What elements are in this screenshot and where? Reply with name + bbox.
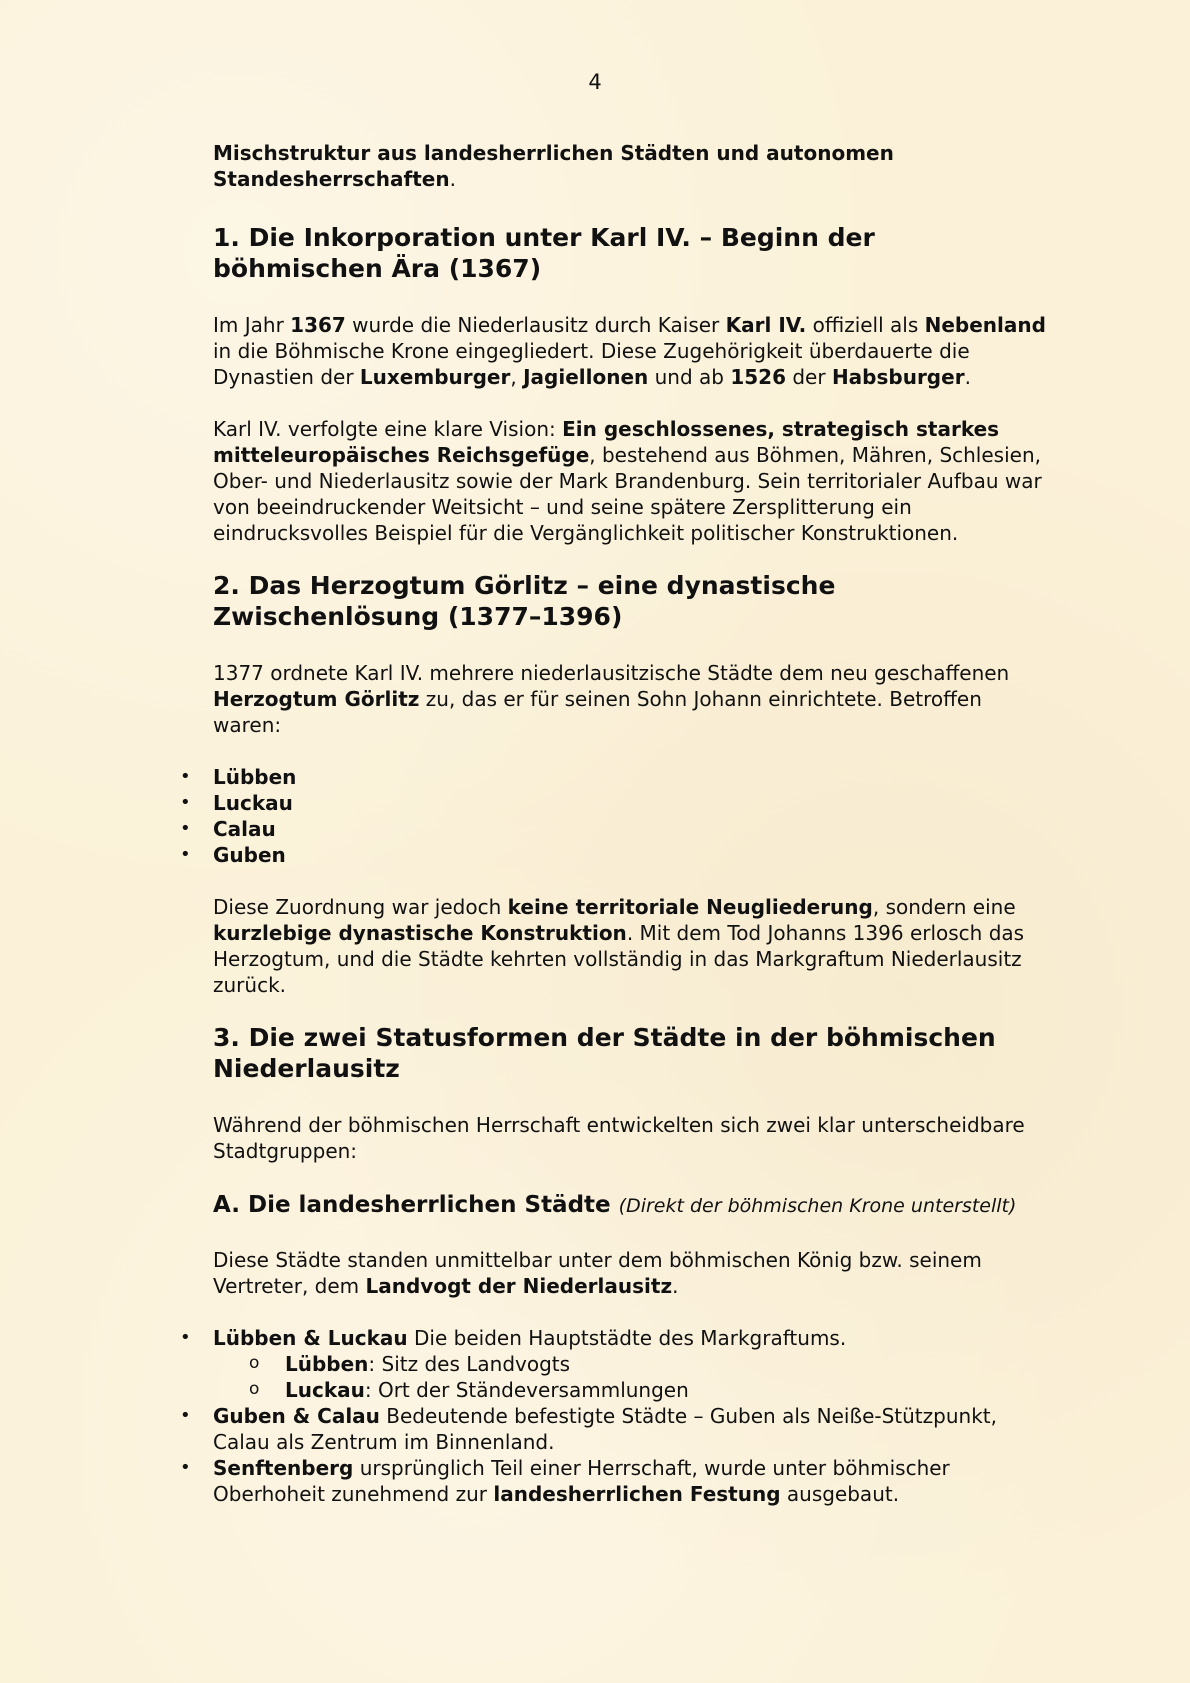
list-item: • Calau (213, 816, 1053, 842)
list-item: • Guben & Calau Bedeutende befestigte Städte – Guben als Neiße-Stützpunkt, Calau als Zentrum im Binnenland. (213, 1403, 1053, 1455)
section-1-heading: 1. Die Inkorporation unter Karl IV. – Beginn der böhmischen Ära (1367) (213, 223, 875, 283)
list-item: • Lübben & Luckau Die beiden Hauptstädte des Markgraftums. o Lübben: Sitz des Landvogts o Luckau: Ort der Ständeversammlungen (213, 1325, 1053, 1403)
list-item: • Guben (213, 842, 1053, 868)
section-2-paragraph-1: 1377 ordnete Karl IV. mehrere niederlausitzische Städte dem neu geschaffenen Herzogtum Görlitz zu, das er für seinen Sohn Johann einrichtete. Betroffen waren: (213, 661, 1010, 737)
section-2-heading: 2. Das Herzogtum Görlitz – eine dynastische Zwischenlösung (1377–1396) (213, 571, 836, 631)
sub-list (213, 1351, 1053, 1403)
city-list (213, 764, 1053, 868)
list-item: • Senftenberg ursprünglich Teil einer Herrschaft, wurde unter böhmischer Oberhoheit zunehmend zur landesherrlichen Festung ausgebaut. (213, 1455, 1053, 1507)
section-2-paragraph-2: Diese Zuordnung war jedoch keine territoriale Neugliederung, sondern eine kurzlebige dynastische Konstruktion. Mit dem Tod Johanns 1396 erlosch das Herzogtum, und die Städte kehrten vollständig in das Markgraftum Niederlausitz zurück. (213, 895, 1025, 997)
page-number: 4 (588, 70, 602, 94)
section-1-paragraph-1: Im Jahr 1367 wurde die Niederlausitz durch Kaiser Karl IV. offiziell als Nebenland in die Böhmische Krone eingegliedert. Diese Zugehörigkeit überdauerte die Dynastien der Luxemburger, Jagiellonen und ab 1526 der Habsburger. (213, 313, 1046, 389)
section-1-paragraph-2: Karl IV. verfolgte eine klare Vision: Ein geschlossenes, strategisch starkes mitteleuropäisches Reichsgefüge, bestehend aus Böhmen, Mähren, Schlesien, Ober- und Niederlausitz sowie der Mark Brandenburg. Sein territorialer Aufbau war von beeindruckender Weitsicht – und seine spätere Zersplitterung ein eindrucksvolles Beispiel für die Vergänglichkeit politischer Konstruktionen. (213, 417, 1042, 545)
document-body (213, 140, 1053, 1507)
subsection-a-paragraph: Diese Städte standen unmittelbar unter dem böhmischen König bzw. seinem Vertreter, dem Landvogt der Niederlausitz. (213, 1248, 982, 1298)
list-item: • Luckau (213, 790, 1053, 816)
sub-list-item: o Lübben: Sitz des Landvogts (285, 1351, 1053, 1377)
subsection-a-heading: A. Die landesherrlichen Städte (Direkt der böhmischen Krone unterstellt) (213, 1192, 1017, 1218)
section-3-paragraph-1: Während der böhmischen Herrschaft entwickelten sich zwei klar unterscheidbare Stadtgruppen: (213, 1113, 1025, 1163)
subsection-a-note: (Direkt der böhmischen Krone unterstellt) (618, 1195, 1017, 1217)
sub-list-item: o Luckau: Ort der Ständeversammlungen (285, 1377, 1053, 1403)
town-list (213, 1325, 1053, 1507)
list-item: • Lübben (213, 764, 1053, 790)
intro-paragraph: Mischstruktur aus landesherrlichen Städten und autonomen Standesherrschaften. (213, 141, 894, 191)
section-3-heading: 3. Die zwei Statusformen der Städte in der böhmischen Niederlausitz (213, 1023, 996, 1083)
